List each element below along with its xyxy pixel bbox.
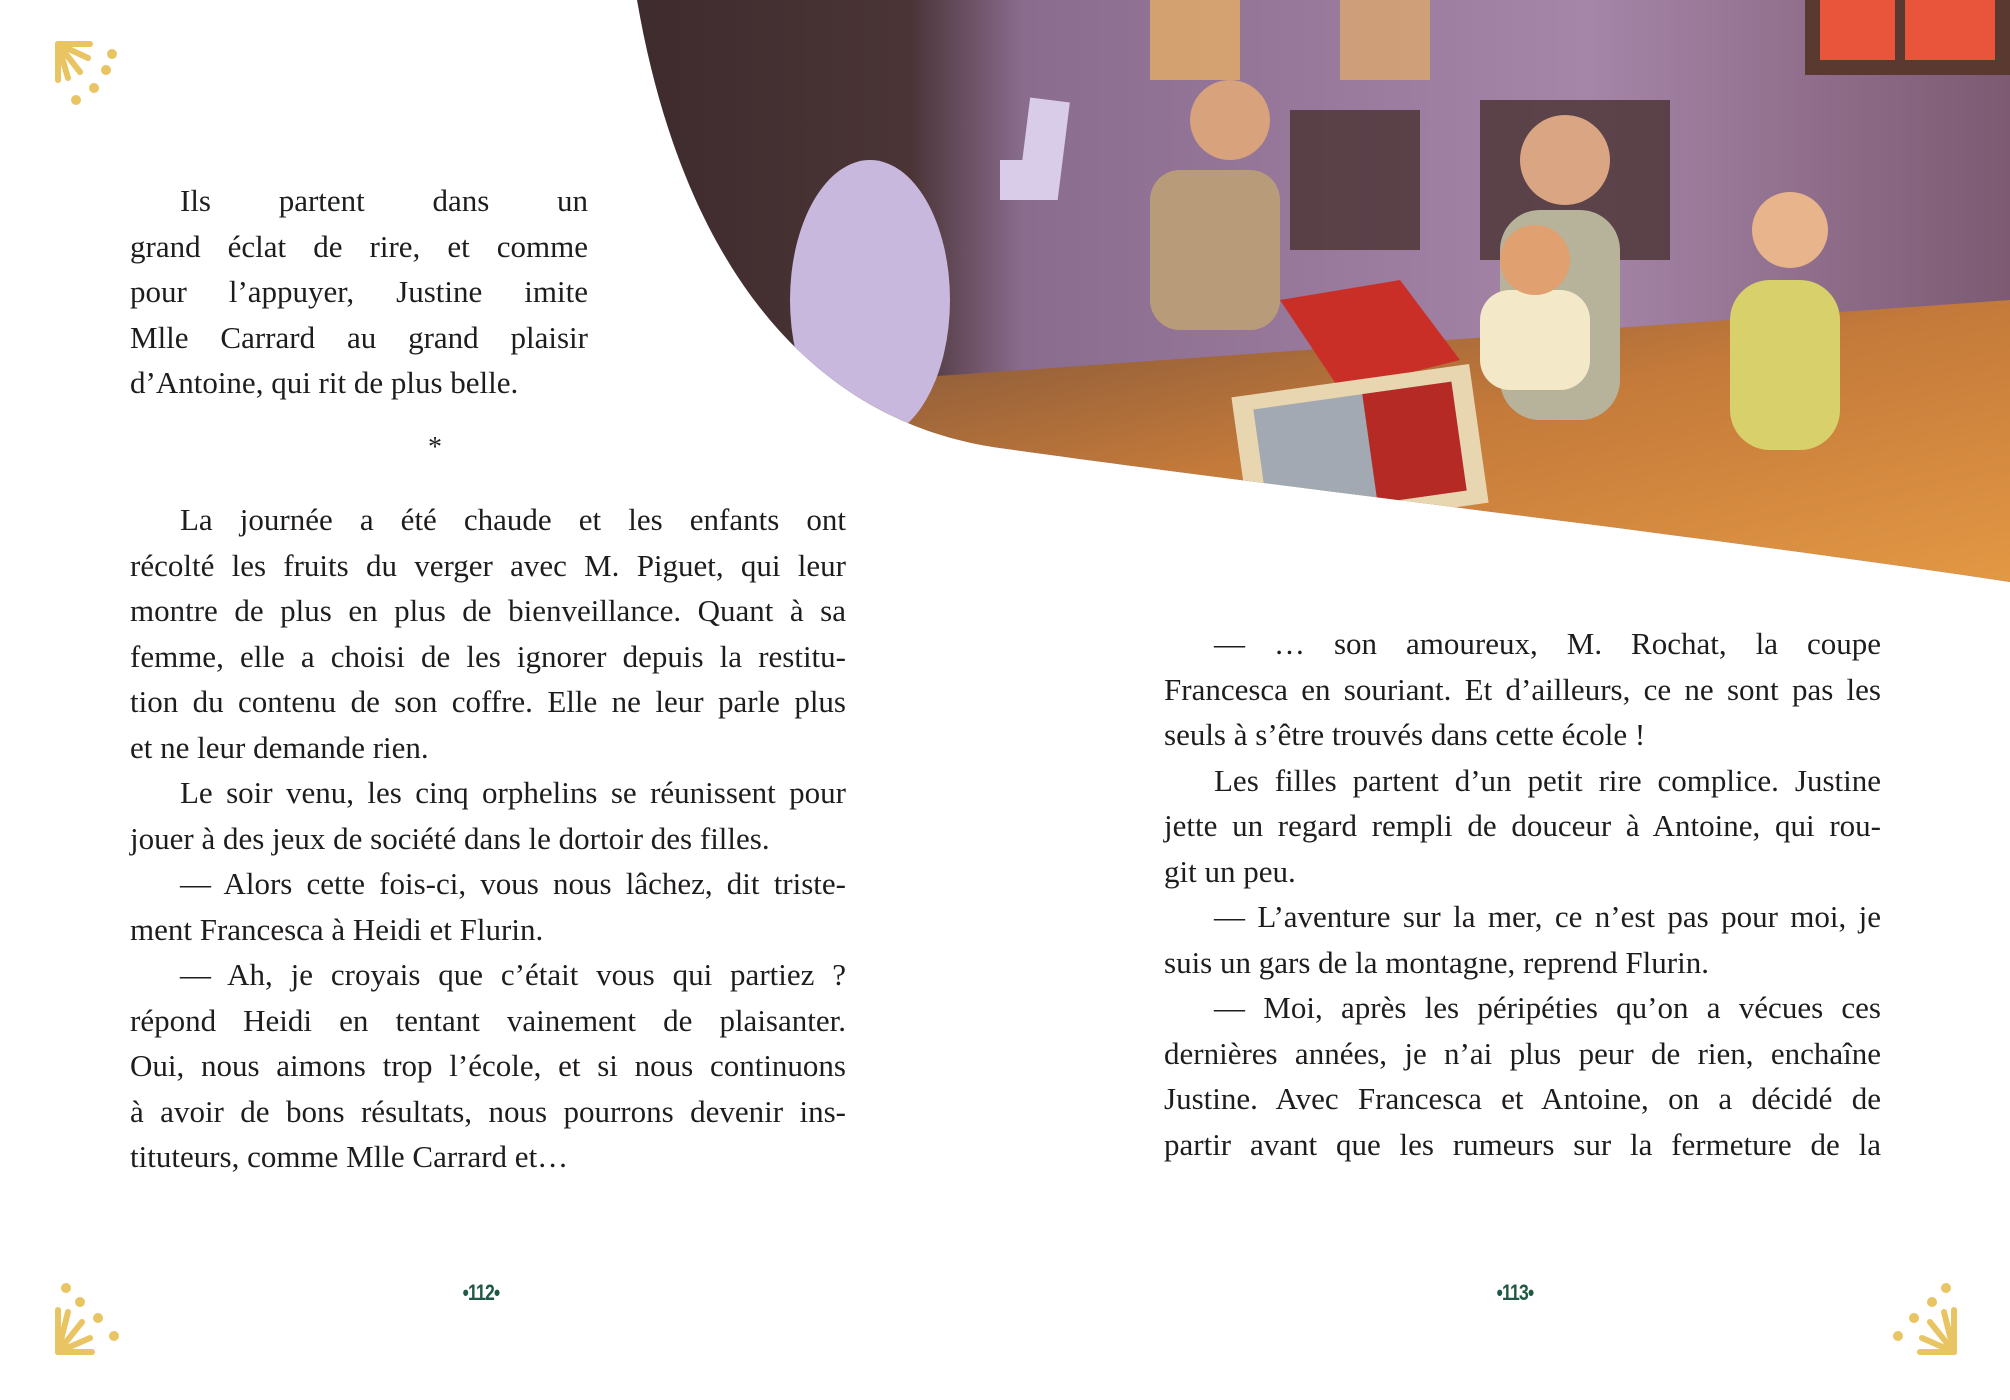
text-line: d’Antoine, qui rit de plus belle. <box>130 365 519 400</box>
text-line: Le soir venu, les cinq orphelins se réunissent pour <box>180 775 846 810</box>
text-line: Oui, nous aimons trop l’école, et si nous continuons <box>130 1048 846 1083</box>
text-line: Mlle Carrard au grand plaisir <box>130 319 588 355</box>
text-line: ment Francesca à Heidi et Flurin. <box>130 911 544 947</box>
text-line: suis un gars de la montagne, reprend Flurin. <box>1164 944 1709 980</box>
text-line: tion du contenu de son coffre. Elle ne leur parle plus <box>130 684 846 719</box>
text-line: seuls à s’être trouvés dans cette école ! <box>1164 717 1646 752</box>
text-line: et ne leur demande rien. <box>130 729 429 765</box>
text-line: femme, elle a choisi de les ignorer depuis la restitu- <box>130 638 846 674</box>
text-line: — … son amoureux, M. Rochat, la coupe <box>1214 626 1881 661</box>
text-line: — Ah, je croyais que c’était vous qui partiez ? <box>180 957 846 992</box>
text-line: git un peu. <box>1164 853 1296 889</box>
left-page-text-main <box>130 497 846 1180</box>
text-line: montre de plus en plus de bienveillance. Quant à sa <box>130 593 846 628</box>
text-line: dernières années, je n’ai plus peur de rien, enchaîne <box>1164 1035 1881 1071</box>
right-page-text <box>1164 621 1881 1167</box>
text-line: Justine. Avec Francesca et Antoine, on a décidé de <box>1164 1081 1881 1116</box>
text-line: jette un regard rempli de douceur à Antoine, qui rou- <box>1164 808 1881 843</box>
ornament-bottom-left-icon <box>52 1282 132 1362</box>
page-number-left: •112• <box>462 1280 500 1305</box>
text-line: Francesca en souriant. Et d’ailleurs, ce ne sont pas les <box>1164 671 1881 707</box>
section-separator: * <box>428 432 442 463</box>
text-line: jouer à des jeux de société dans le dortoir des filles. <box>130 820 770 856</box>
text-line: — Moi, après les péripéties qu’on a vécues ces <box>1214 990 1881 1025</box>
text-line: récolté les fruits du verger avec M. Piguet, qui leur <box>130 547 846 583</box>
left-page-text-top <box>130 178 588 406</box>
text-line: — Alors cette fois-ci, vous nous lâchez, dit triste- <box>180 866 846 901</box>
text-line: grand éclat de rire, et comme <box>130 228 588 264</box>
text-line: à avoir de bons résultats, nous pourrons devenir ins- <box>130 1093 846 1129</box>
text-line: Les filles partent d’un petit rire complice. Justine <box>1214 762 1881 798</box>
text-line: — L’aventure sur la mer, ce n’est pas pour moi, je <box>1214 899 1881 934</box>
text-line: répond Heidi en tentant vainement de plaisanter. <box>130 1002 846 1038</box>
ornament-top-left-icon <box>52 38 132 118</box>
text-line: pour l’appuyer, Justine imite <box>130 274 588 309</box>
text-line: tituteurs, comme Mlle Carrard et… <box>130 1139 569 1174</box>
page-number-right: •113• <box>1496 1280 1534 1305</box>
text-line: partir avant que les rumeurs sur la fermeture de la <box>1164 1126 1881 1162</box>
text-line: La journée a été chaude et les enfants ont <box>180 502 846 537</box>
ornament-bottom-right-icon <box>1880 1282 1960 1362</box>
text-line: Ils partent dans un <box>180 183 588 218</box>
